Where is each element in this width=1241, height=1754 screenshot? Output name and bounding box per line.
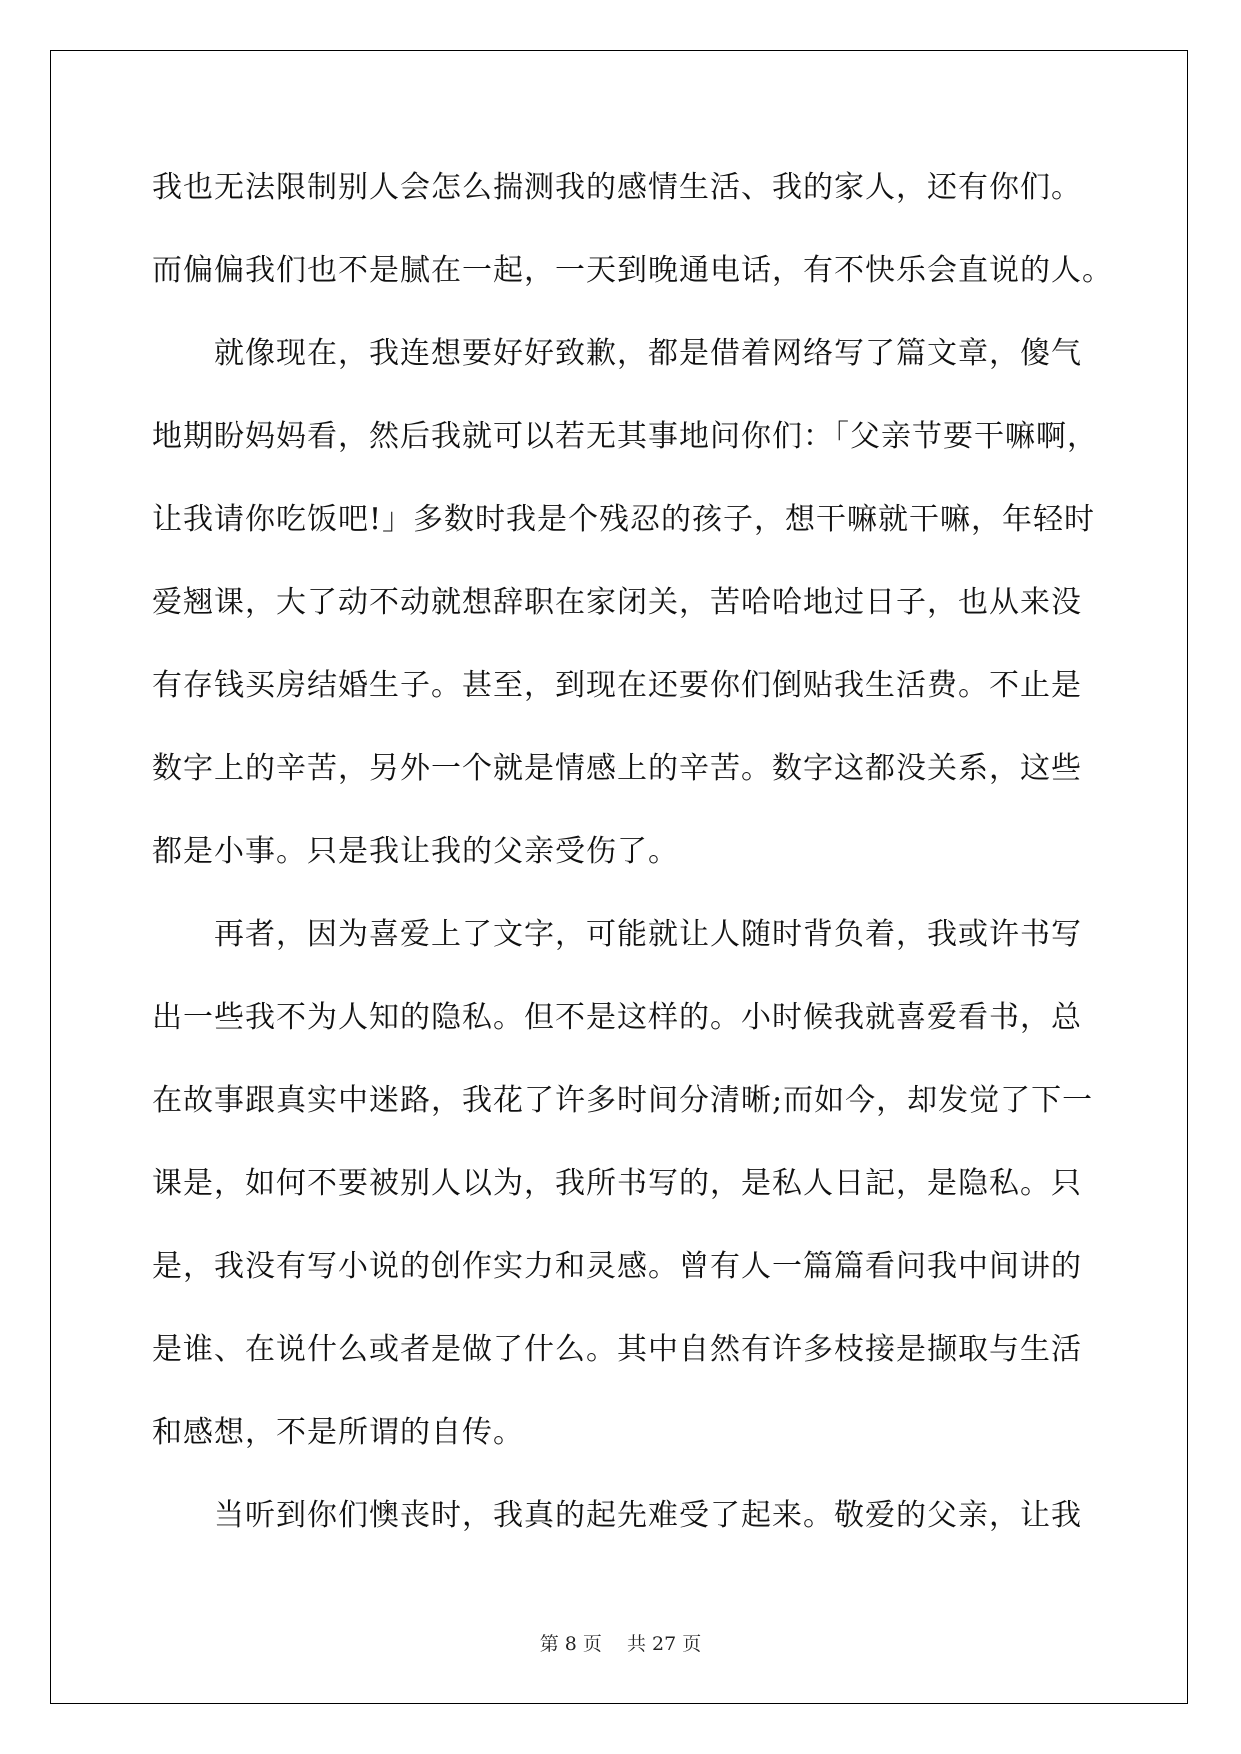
text-line: 爱翘课，大了动不动就想辞职在家闭关，苦哈哈地过日子，也从来没 [152,585,1082,620]
text-line: 我也无法限制别人会怎么揣测我的感情生活、我的家人，还有你们。 [152,170,1082,205]
text-line: 是，我没有写小说的创作实力和灵感。曾有人一篇篇看问我中间讲的 [152,1249,1082,1284]
document-body [152,168,1113,1579]
text-line: 再者，因为喜爱上了文字，可能就让人随时背负着，我或许书写 [152,917,1082,952]
text-line: 在故事跟真实中迷路，我花了许多时间分清晰;而如今，却发觉了下一 [152,1083,1094,1118]
text-line: 让我请你吃饭吧!」多数时我是个残忍的孩子，想干嘛就干嘛，年轻时 [152,502,1096,537]
text-line: 地期盼妈妈看，然后我就可以若无其事地问你们：「父亲节要干嘛啊， [152,419,1098,454]
text-line: 都是小事。只是我让我的父亲受伤了。 [152,834,679,869]
text-line: 就像现在，我连想要好好致歉，都是借着网络写了篇文章，傻气 [152,336,1082,371]
text-line: 和感想，不是所谓的自传。 [152,1415,524,1450]
text-line: 而偏偏我们也不是腻在一起，一天到晚通电话，有不快乐会直说的人。 [152,253,1113,288]
text-line: 有存钱买房结婚生子。甚至，到现在还要你们倒贴我生活费。不止是 [152,668,1082,703]
text-line: 是谁、在说什么或者是做了什么。其中自然有许多枝接是撷取与生活 [152,1332,1082,1367]
text-line: 出一些我不为人知的隐私。但不是这样的。小时候我就喜爱看书，总 [152,1000,1082,1035]
text-line: 当听到你们懊丧时，我真的起先难受了起来。敬爱的父亲，让我 [152,1498,1082,1533]
text-line: 数字上的辛苦，另外一个就是情感上的辛苦。数字这都没关系，这些 [152,751,1082,786]
page-number-footer: 第 8 页 共 27 页 [539,1633,702,1655]
text-line: 课是，如何不要被别人以为，我所书写的，是私人日記，是隐私。只 [152,1166,1082,1201]
